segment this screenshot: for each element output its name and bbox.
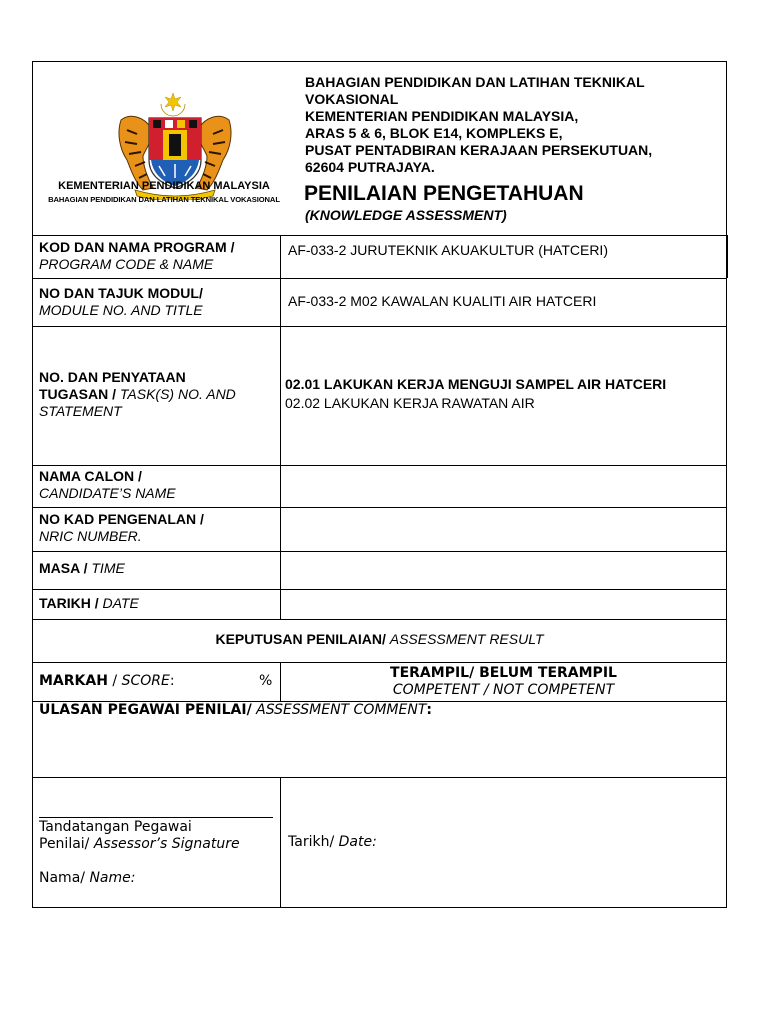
divider — [33, 619, 726, 620]
signature-label-ms: Penilai/ — [39, 836, 90, 852]
signature-label-line — [39, 836, 240, 853]
divider — [727, 235, 728, 278]
percent-sign: % — [259, 673, 273, 689]
nric-label-en: NRIC NUMBER. — [39, 528, 142, 544]
task-label-line — [39, 386, 236, 403]
score-label-en: SCORE — [121, 673, 170, 689]
score-separator: / — [107, 673, 122, 689]
divider — [33, 326, 726, 327]
competency-options-en: COMPETENT / NOT COMPETENT — [392, 682, 615, 698]
task-label-en: TASK(S) NO. AND — [119, 386, 236, 402]
signature-label-en: Assessor’s Signature — [93, 836, 240, 852]
signature-label: Tandatangan Pegawai — [39, 819, 192, 835]
time-label-line — [39, 560, 125, 577]
date-label-line — [39, 595, 139, 612]
result-heading-ms: KEPUTUSAN PENILAIAN/ — [215, 631, 386, 647]
result-heading-en: ASSESSMENT RESULT — [389, 631, 544, 647]
assessment-form — [32, 61, 727, 908]
name-label-en: Name: — [89, 870, 136, 886]
task-label: NO. DAN PENYATAAN — [39, 369, 186, 385]
document-subtitle: (KNOWLEDGE ASSESSMENT) — [305, 207, 507, 223]
address-line: KEMENTERIAN PENDIDIKAN MALAYSIA, — [305, 108, 579, 124]
date-label-en: DATE — [102, 595, 139, 611]
score-colon: : — [169, 673, 175, 689]
divider — [33, 662, 726, 663]
address-line: VOKASIONAL — [305, 91, 399, 107]
task-item: 02.02 LAKUKAN KERJA RAWATAN AIR — [285, 395, 535, 411]
competency-options: TERAMPIL/ BELUM TERAMPIL — [390, 665, 617, 681]
sign-date-label-line — [288, 834, 377, 851]
divider — [33, 777, 726, 778]
document-title: PENILAIAN PENGETAHUAN — [304, 182, 584, 205]
program-label-en: PROGRAM CODE & NAME — [39, 256, 214, 272]
divider — [33, 551, 726, 552]
name-label: Nama/ — [39, 870, 85, 886]
candidate-label-en: CANDIDATE’S NAME — [39, 485, 176, 501]
ministry-department: BAHAGIAN PENDIDIKAN DAN LATIHAN TEKNIKAL VOKASIONAL — [48, 195, 280, 204]
score-label-line — [39, 673, 175, 690]
sign-date-label: Tarikh/ — [288, 834, 335, 850]
address-line: PUSAT PENTADBIRAN KERAJAAN PERSEKUTUAN, — [305, 142, 653, 158]
time-label-en: TIME — [91, 560, 125, 576]
address-line: ARAS 5 & 6, BLOK E14, KOMPLEKS E, — [305, 125, 563, 141]
task-label-en: STATEMENT — [39, 403, 122, 419]
module-value: AF-033-2 M02 KAWALAN KUALITI AIR HATCERI — [288, 293, 597, 309]
ministry-name: KEMENTERIAN PENDIDIKAN MALAYSIA — [58, 180, 270, 192]
address-line: BAHAGIAN PENDIDIKAN DAN LATIHAN TEKNIKAL — [305, 74, 645, 90]
column-divider — [280, 235, 281, 619]
module-label-en: MODULE NO. AND TITLE — [39, 302, 203, 318]
sign-date-label-en: Date: — [338, 834, 377, 850]
divider — [33, 507, 726, 508]
task-label-ms: TUGASAN / — [39, 386, 116, 402]
address-line: 62604 PUTRAJAYA. — [305, 159, 435, 175]
comment-colon: : — [426, 702, 432, 718]
time-label: MASA / — [39, 560, 88, 576]
date-label: TARIKH / — [39, 595, 99, 611]
signature-line — [39, 817, 273, 818]
result-heading — [33, 631, 726, 648]
task-item: 02.01 LAKUKAN KERJA MENGUJI SAMPEL AIR HATCERI — [285, 376, 667, 392]
divider — [33, 589, 726, 590]
program-value: AF-033-2 JURUTEKNIK AKUAKULTUR (HATCERI) — [288, 242, 608, 258]
nric-label: NO KAD PENGENALAN / — [39, 511, 204, 527]
program-label: KOD DAN NAMA PROGRAM / — [39, 239, 235, 255]
comment-label-line — [39, 702, 432, 719]
ministry-address — [305, 74, 652, 176]
name-label-line — [39, 870, 135, 887]
divider — [33, 278, 726, 279]
divider — [33, 465, 726, 466]
candidate-label: NAMA CALON / — [39, 468, 142, 484]
comment-label-en: ASSESSMENT COMMENT — [256, 702, 427, 718]
comment-label: ULASAN PEGAWAI PENILAI/ — [39, 702, 252, 718]
column-divider — [280, 777, 281, 908]
divider — [33, 235, 726, 236]
score-label: MARKAH — [39, 673, 108, 689]
module-label: NO DAN TAJUK MODUL/ — [39, 285, 203, 301]
